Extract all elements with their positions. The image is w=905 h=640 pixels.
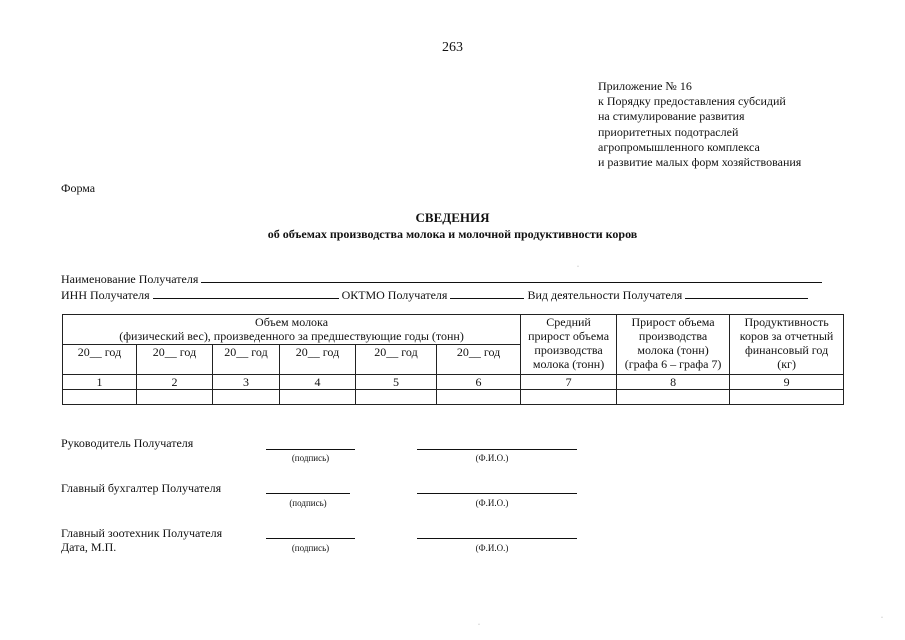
page-number: 263 (442, 40, 463, 55)
data-cell[interactable] (63, 390, 137, 405)
document-title: СВЕДЕНИЯ (415, 210, 490, 225)
year-header: 20__ год (213, 345, 280, 375)
signature-caption: (подпись) (291, 543, 330, 553)
oktmo-label: ОКТМО Получателя (341, 288, 448, 302)
ids-row (61, 287, 808, 303)
column-number: 8 (617, 375, 730, 390)
signature-line[interactable] (266, 492, 350, 494)
data-cell[interactable] (356, 390, 437, 405)
year-header: 20__ год (356, 345, 437, 375)
column-number: 7 (521, 375, 617, 390)
scan-mark: · (881, 615, 883, 621)
volume-header-line: Объем молока (255, 315, 329, 329)
volume-header-line: (физический вес), произведенного за предшествующие годы (тонн) (119, 329, 464, 343)
scan-dot: · (577, 264, 579, 270)
appendix-line: Приложение № 16 (598, 79, 692, 93)
year-header: 20__ год (280, 345, 356, 375)
appendix-line: на стимулирование развития (598, 109, 745, 124)
scan-mark: · (478, 622, 480, 628)
data-cell[interactable] (617, 390, 730, 405)
column-number: 4 (280, 375, 356, 390)
form-label: Форма (61, 181, 96, 195)
data-cell[interactable] (137, 390, 213, 405)
data-cell[interactable] (521, 390, 617, 405)
signature-role: Руководитель Получателя (61, 436, 194, 450)
document-subtitle: об объемах производства молока и молочной продуктивности коров (267, 227, 638, 241)
col9-header-line: коров за отчетный (739, 329, 834, 343)
col7-header-line: прирост объема (528, 329, 610, 343)
col8-header-line: производства (638, 329, 708, 343)
appendix-line: и развитие малых форм хозяйствования (598, 155, 802, 170)
appendix-line: агропромышленного комплекса (598, 139, 760, 154)
name-caption: (Ф.И.О.) (475, 498, 509, 508)
col8-header (617, 315, 730, 375)
signature-caption: (подпись) (291, 453, 330, 463)
name-caption: (Ф.И.О.) (475, 453, 509, 463)
year-header: 20__ год (63, 345, 137, 375)
data-table (62, 314, 844, 405)
oktmo-field[interactable] (450, 287, 524, 299)
recipient-name-field[interactable] (201, 271, 822, 283)
year-header: 20__ год (437, 345, 521, 375)
column-number: 2 (137, 375, 213, 390)
name-line[interactable] (417, 537, 577, 539)
recipient-name-row (61, 271, 822, 287)
data-cell[interactable] (280, 390, 356, 405)
col8-header-line: (графа 6 – графа 7) (624, 357, 722, 371)
col7-header-line: молока (тонн) (532, 357, 605, 371)
signature-role: Главный зоотехник Получателя (61, 526, 223, 540)
volume-group-header (63, 315, 521, 345)
col9-header-line: (кг) (777, 357, 796, 371)
recipient-name-label: Наименование Получателя (61, 272, 199, 286)
appendix-line: к Порядку предоставления субсидий (598, 94, 786, 109)
data-cell[interactable] (213, 390, 280, 405)
signature-caption: (подпись) (289, 498, 327, 508)
data-cell[interactable] (437, 390, 521, 405)
signature-line[interactable] (266, 537, 355, 539)
activity-label: Вид деятельности Получателя (527, 288, 683, 302)
col8-header-line: Прирост объема (631, 315, 715, 329)
appendix-block (598, 79, 801, 170)
col8-header-line: молока (тонн) (637, 343, 709, 357)
name-caption: (Ф.И.О.) (475, 543, 509, 553)
inn-field[interactable] (153, 287, 339, 299)
data-cell[interactable] (730, 390, 844, 405)
col9-header (730, 315, 844, 375)
name-line[interactable] (417, 448, 577, 450)
year-header: 20__ год (137, 345, 213, 375)
col9-header-line: финансовый год (744, 343, 829, 357)
col9-header-line: Продуктивность (744, 315, 829, 329)
col7-header-line: производства (534, 343, 603, 357)
column-number: 1 (63, 375, 137, 390)
col7-header-line: Средний (546, 315, 591, 329)
column-number: 3 (213, 375, 280, 390)
activity-field[interactable] (685, 287, 808, 299)
appendix-line: приоритетных подотраслей (598, 124, 739, 139)
column-number: 9 (730, 375, 844, 390)
inn-label: ИНН Получателя (61, 288, 150, 302)
column-number: 6 (437, 375, 521, 390)
name-line[interactable] (417, 492, 577, 494)
signature-line[interactable] (266, 448, 355, 450)
date-stamp-label: Дата, М.П. (61, 540, 117, 554)
signature-role: Главный бухгалтер Получателя (61, 481, 222, 495)
column-number: 5 (356, 375, 437, 390)
col7-header (521, 315, 617, 375)
